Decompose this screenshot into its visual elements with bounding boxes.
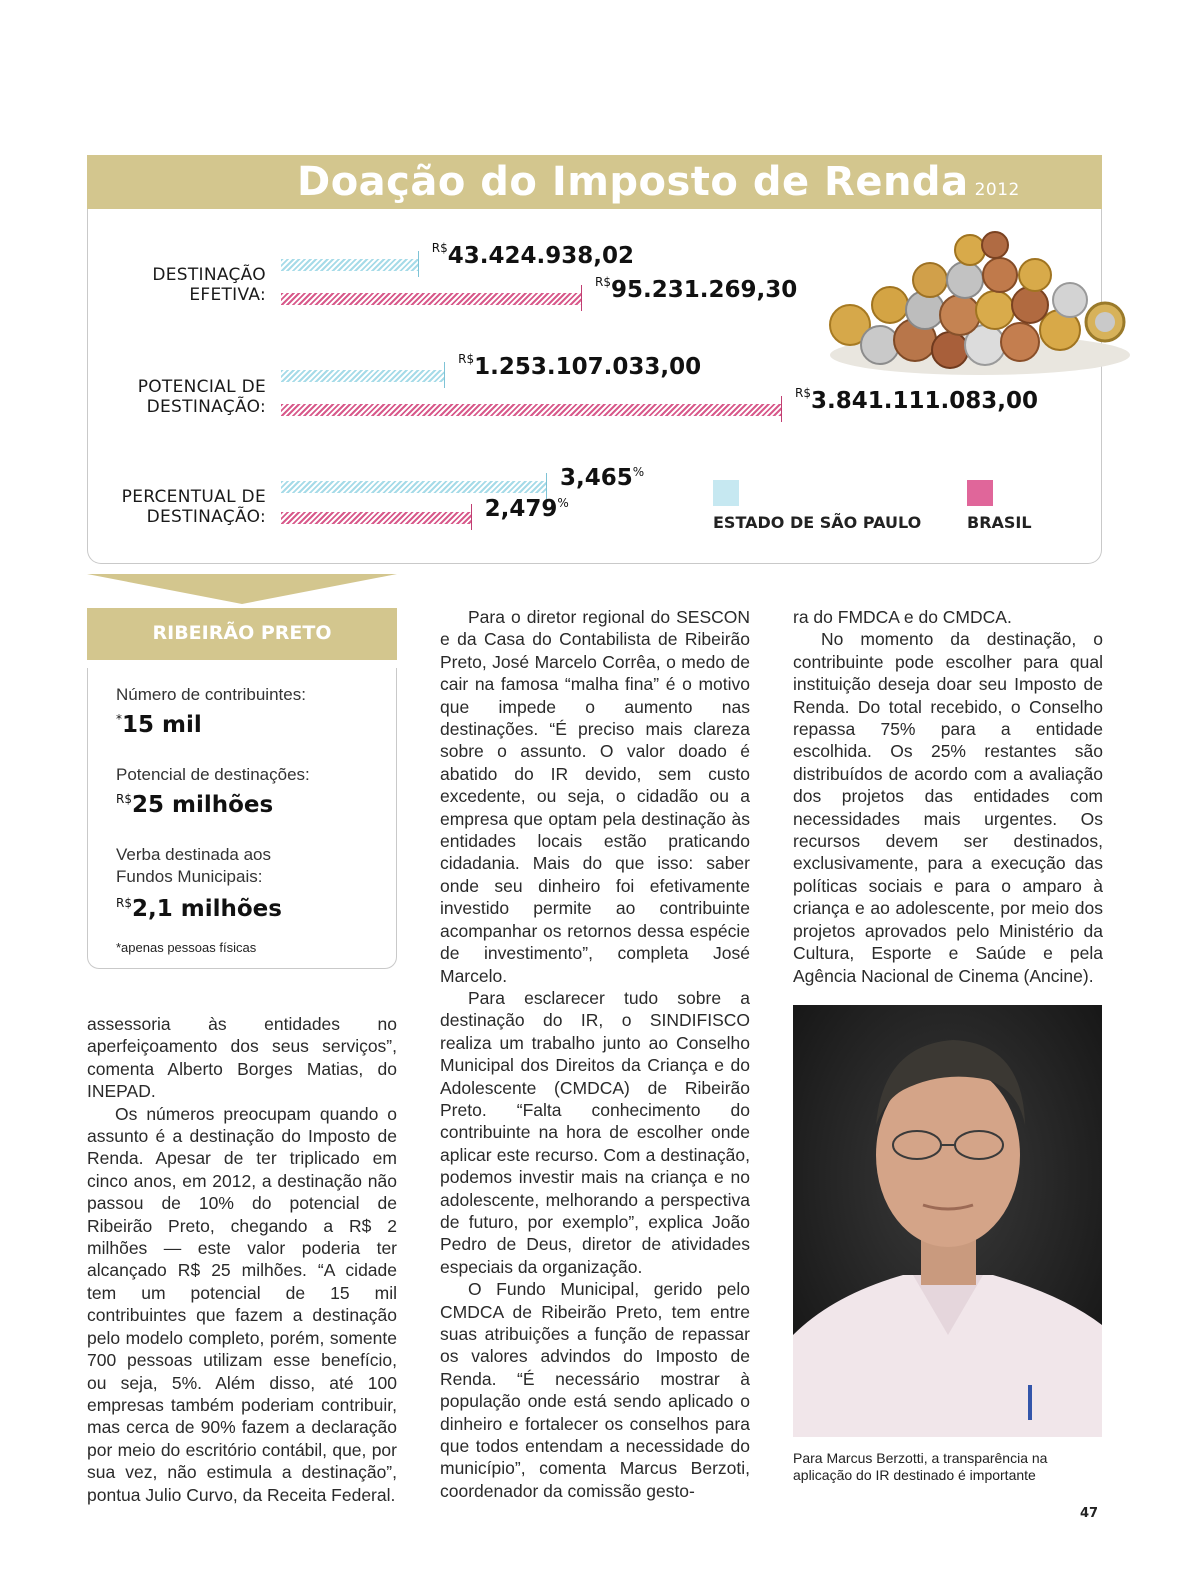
sidebar-footnote: *apenas pessoas físicas [116, 940, 257, 955]
bar-end-br-percentual-destinacao [471, 504, 472, 530]
bar-sp-percentual-destinacao [281, 481, 546, 493]
bar-br-percentual-destinacao [281, 512, 471, 524]
infobox-year: 2012 [974, 180, 1020, 200]
value-label-sp-percentual-destinacao: 3,465% [560, 465, 645, 491]
bar-sp-destinacao-efetiva [281, 259, 418, 271]
sidebar-box [87, 668, 397, 969]
bar-br-potencial-destinacao [281, 404, 781, 416]
page-number: 47 [1080, 1506, 1099, 1521]
portrait-photo [793, 1005, 1102, 1437]
sidebar-value-verba: $^{R\$}$2,1 milhões [116, 896, 282, 922]
paragraph: ra do FMDCA e do CMDCA. [793, 607, 1012, 627]
paragraph: Para esclarecer tudo sobre a destinação do IR, o SINDIFISCO realiza um trabalho junto ao Conselho Municipal dos Direitos da Criança e do Adolescente (CMDCA) de Ribeirão Preto. “Falta conhecimento do contribuinte na hora de escolher onde aplicar este recurso. Com a destinação, podemos investir mais na criança e no adolescente, melhorando a perspectiva de futuro, por exemplo”, explica João Pedro de Deus, diretor de atividades especiais da organização. [440, 987, 750, 1277]
photo-caption: Para Marcus Berzotti, a transparência na aplicação do IR destinado é importante [793, 1450, 1048, 1483]
article-column-3 [793, 606, 1103, 987]
bar-end-sp-potencial-destinacao [444, 362, 445, 388]
bar-end-br-destinacao-efetiva [581, 285, 582, 311]
bar-end-br-potencial-destinacao [781, 396, 782, 422]
legend-label-brasil: BRASIL [967, 513, 1032, 532]
legend-swatch-sao-paulo [713, 480, 739, 506]
article-column-2 [440, 606, 750, 1502]
article-column-1 [87, 1013, 397, 1506]
sidebar-label-verba: Verba destinada aos Fundos Municipais: [116, 845, 272, 886]
value-label-br-percentual-destinacao: 2,479% [484, 496, 569, 522]
row-label-destinacao-efetiva: DESTINAÇÃO EFETIVA: [152, 265, 266, 305]
value-label-br-potencial-destinacao: $^{R\$}$3.841.111.083,00 [795, 386, 1038, 414]
coins-illustration [820, 230, 1130, 380]
row-label-potencial-destinacao: POTENCIAL DE DESTINAÇÃO: [137, 377, 266, 417]
infobox-title-bar [87, 155, 1102, 209]
row-label-percentual-destinacao: PERCENTUAL DE DESTINAÇÃO: [121, 487, 266, 527]
paragraph: O Fundo Municipal, gerido pelo CMDCA de Ribeirão Preto, tem entre suas atribuições a função de repassar os valores advindos do Imposto de Renda. “É necessário mostrar à população onde está sendo aplicado o dinheiro e fortalecer os conselhos para que todos entendam a necessidade do município”, comenta Marcus Berzoti, coordenador da comissão gesto- [440, 1279, 750, 1501]
bar-end-sp-destinacao-efetiva [418, 251, 419, 277]
sidebar-label-contribuintes: Número de contribuintes: [116, 685, 306, 704]
paragraph: No momento da destinação, o contribuinte pode escolher para qual instituição deseja doar seu Imposto de Renda. Do total recebido, o Conselho repassa 75% para a entidade escolhida. Os 25% restantes são distribuídos de acordo com a avaliação dos projetos das entidades com necessidades mais urgentes. Os recursos devem ser destinados, exclusivamente, para a execução das políticas sociais e para o amparo à criança e ao adolescente, por meio dos projetos aprovados pelo Ministério da Cultura, Esporte e Saúde e pela Agência Nacional de Cinema (Ancine). [793, 629, 1103, 986]
sidebar-value-potencial: $^{R\$}$25 milhões [116, 792, 274, 818]
bar-sp-potencial-destinacao [281, 370, 444, 382]
sidebar-value-contribuintes: *15 mil [116, 712, 202, 738]
value-label-sp-destinacao-efetiva: $^{R\$}$43.424.938,02 [431, 241, 635, 269]
section-arrow [87, 574, 397, 604]
sidebar-label-potencial: Potencial de destinações: [116, 765, 310, 784]
paragraph: Os números preocupam quando o assunto é a destinação do Imposto de Renda. Apesar de ter triplicado em cinco anos, em 2012, a destinação não passou de 10% do potencial de Ribeirão Preto, chegando a R$ 2 milhões — este valor poderia ter alcançado R$ 25 milhões. “A cidade tem um potencial de 15 mil contribuintes que fazem a destinação pelo modelo completo, porém, somente 700 pessoas utilizam esse benefício, ou seja, 5%. Além disso, até 100 empresas também poderiam contribuir, mas cerca de 90% fazem a declaração por meio do escritório contábil, que, por sua vez, não estimula a destinação”, pontua Julio Curvo, da Receita Federal. [87, 1103, 397, 1505]
bar-br-destinacao-efetiva [281, 293, 581, 305]
paragraph: assessoria às entidades no aperfeiçoamento dos seus serviços”, comenta Alberto Borges Matias, do INEPAD. [87, 1014, 397, 1102]
value-label-br-destinacao-efetiva: $^{R\$}$95.231.269,30 [595, 275, 798, 303]
paragraph: Para o diretor regional do SESCON e da Casa do Contabilista de Ribeirão Preto, José Marcelo Corrêa, o medo de cair na famosa “malha fina” é o motivo que impede o aumento nas destinações. “É preciso mais clareza sobre o assunto. O valor doado é abatido do IR devido, sem custo excedente, ou seja, o cidadão ou a empresa que optam pela destinação às entidades locais estão praticando cidadania. Mais do que isso: saber onde seu dinheiro foi efetivamente investido permite ao contribuinte acompanhar os retornos dessa espécie de investimento”, completa José Marcelo. [440, 607, 750, 986]
value-label-sp-potencial-destinacao: $^{R\$}$1.253.107.033,00 [458, 352, 702, 380]
sidebar-heading: RIBEIRÃO PRETO [87, 608, 397, 660]
legend-swatch-brasil [967, 480, 993, 506]
infobox-title: Doação do Imposto de Renda 2012 [297, 159, 1020, 205]
legend-label-sao-paulo: ESTADO DE SÃO PAULO [713, 513, 922, 532]
